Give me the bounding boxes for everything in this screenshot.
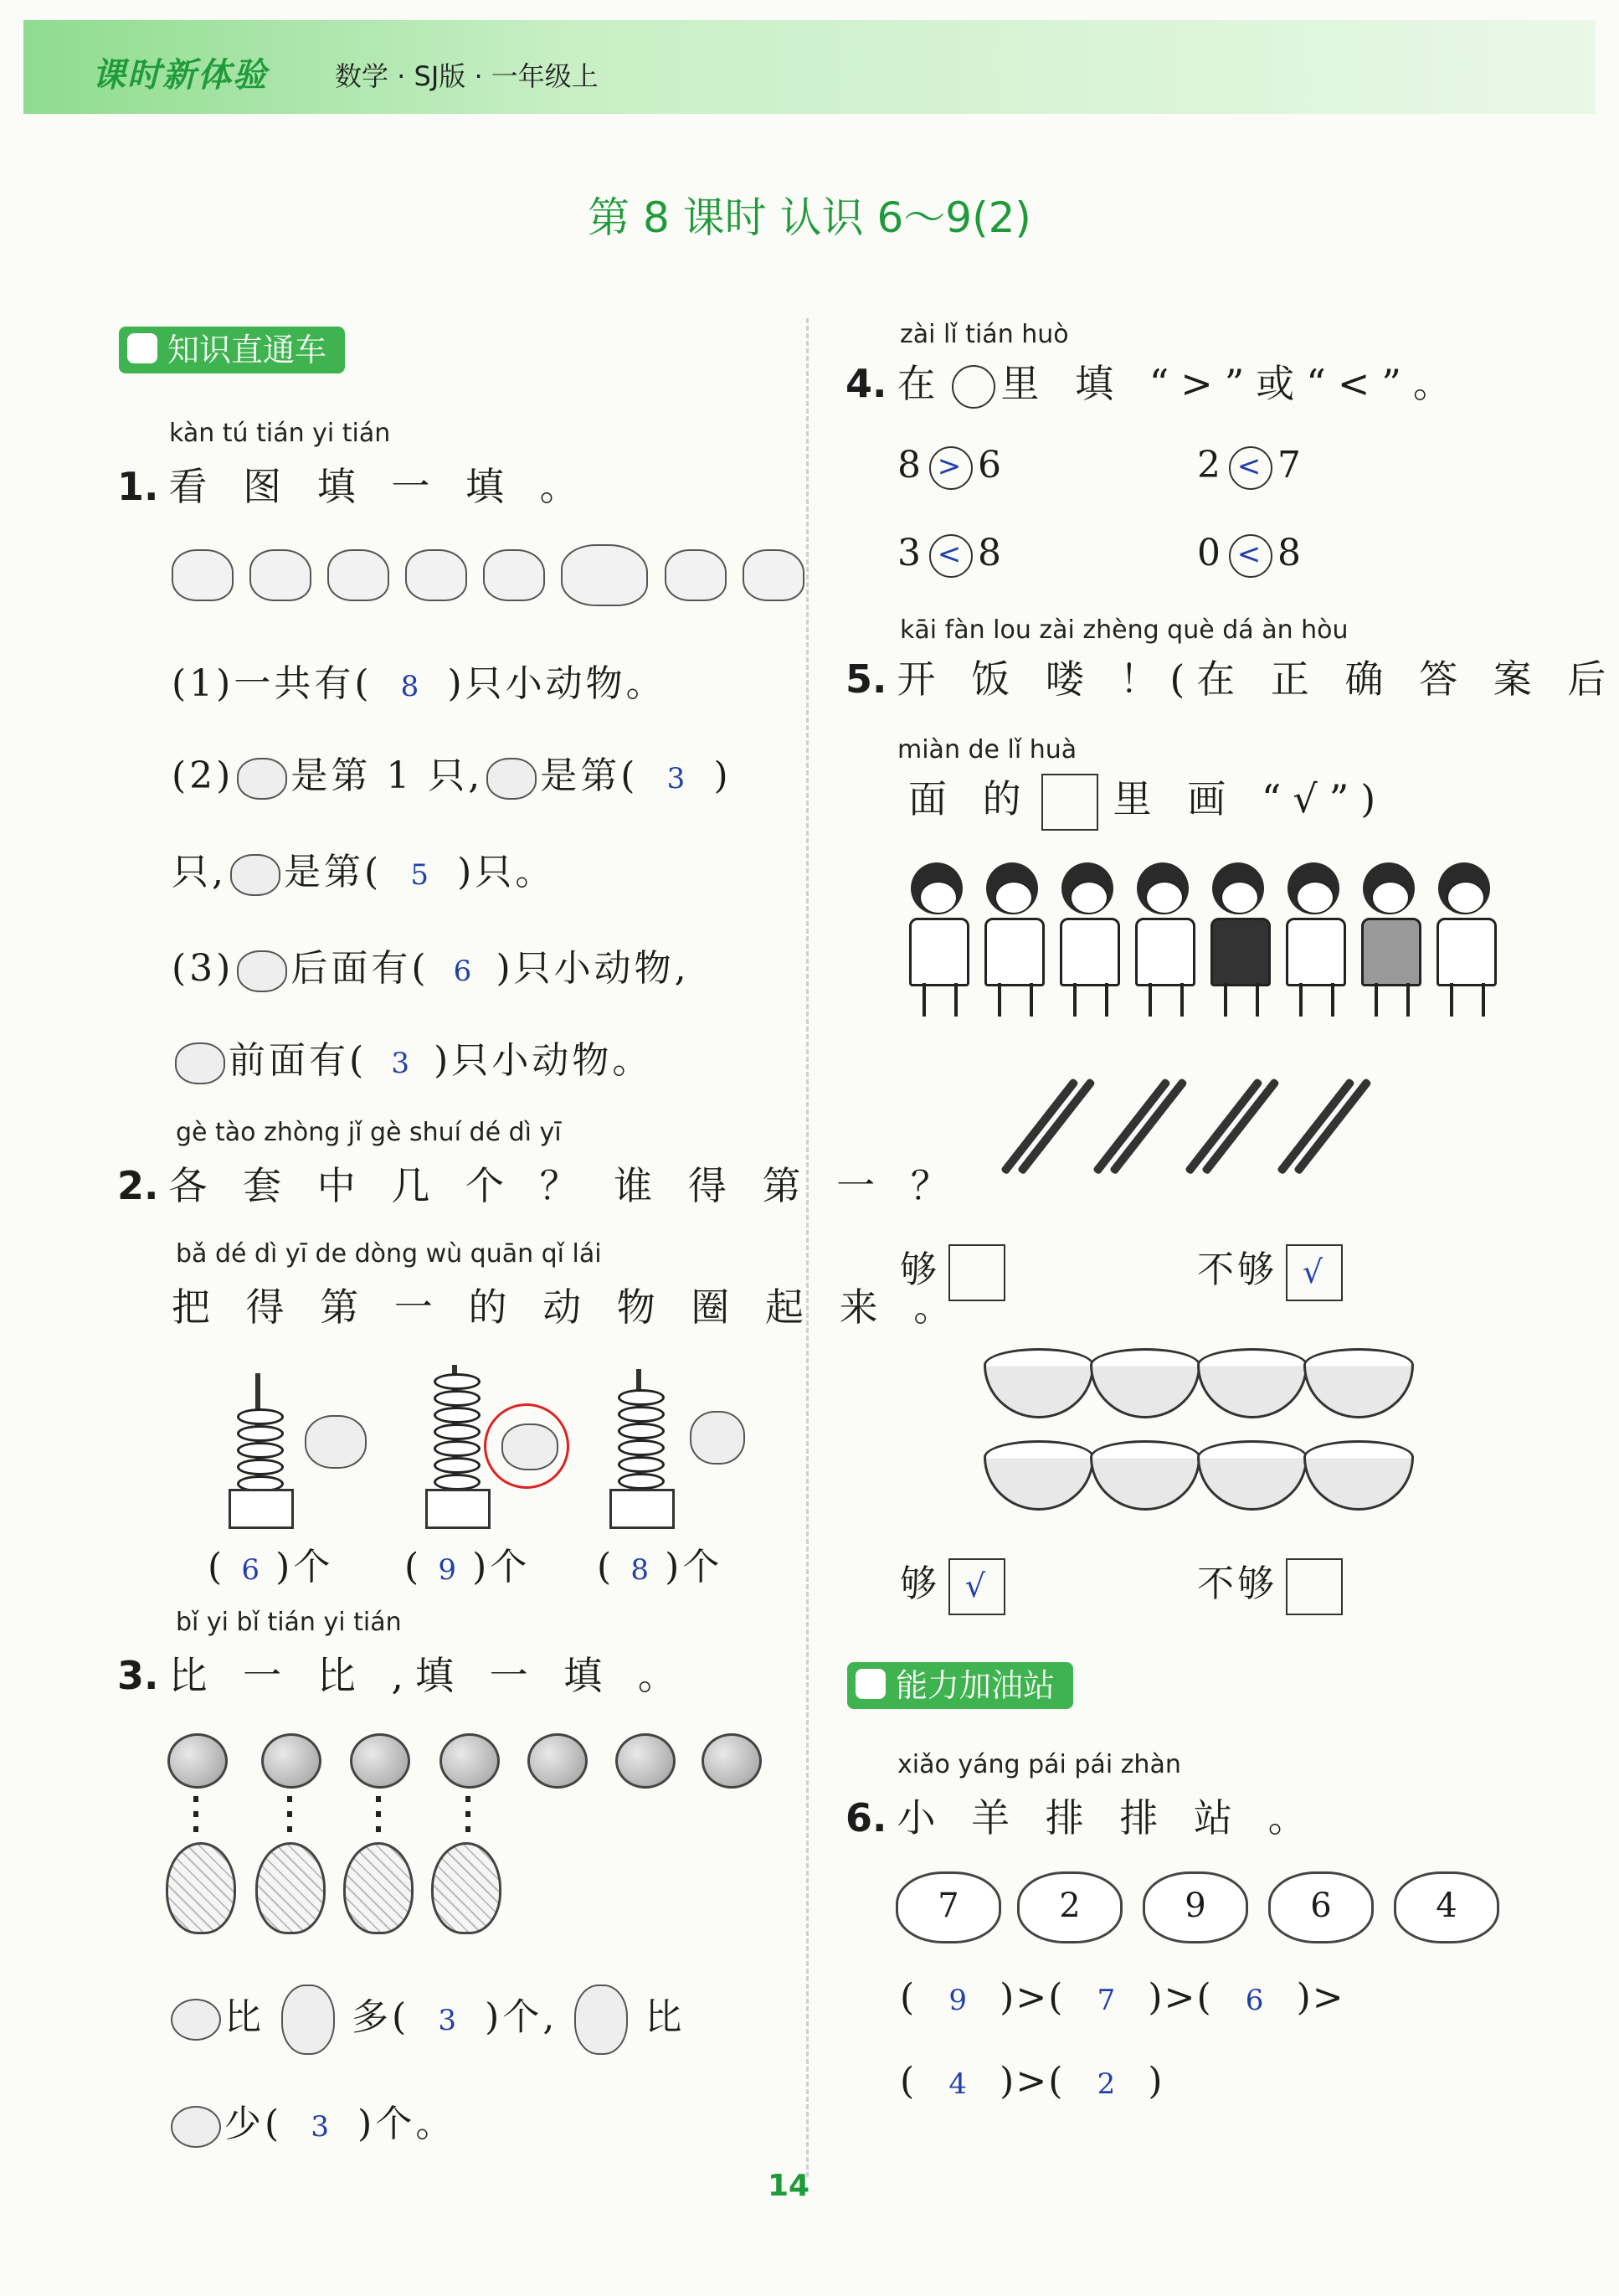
section-tag-label: 能力加油站 [896, 1667, 1056, 1704]
child-figure [1431, 862, 1497, 1022]
q6-lp: ( [1048, 1976, 1065, 2019]
chopstick [1277, 1078, 1355, 1175]
q4-prompt-b: 里 填 “>”或“<”。 [1000, 361, 1463, 406]
q1-pinyin: kàn tú tián yi tián [169, 419, 391, 448]
child-dress [1361, 918, 1421, 986]
child-legs [1450, 983, 1485, 1017]
chopstick [1109, 1078, 1188, 1175]
bowl-icon [1197, 1440, 1308, 1511]
q5-prompt-2b: 里 画 “√”) [1113, 776, 1388, 821]
q3-line-1 [167, 1985, 685, 2055]
apple-icon [702, 1733, 762, 1789]
child-legs [1073, 983, 1108, 1017]
child-dress [909, 918, 969, 986]
child-figure [1356, 862, 1421, 1022]
checkbox-bowls-not-enough[interactable] [1286, 1558, 1343, 1615]
child-dress [984, 918, 1045, 986]
sheep-card: 7 [896, 1871, 1001, 1943]
child-figure [1055, 862, 1120, 1022]
sheep-card: 9 [1143, 1871, 1248, 1943]
q4-i4-left: 0 [1197, 532, 1224, 574]
q2-ans1-close: )个 [275, 1546, 334, 1588]
child-legs [1299, 983, 1334, 1017]
q1-part2 [172, 745, 732, 800]
q5-pinyin-2: miàn de lǐ huà [897, 735, 1077, 764]
q4-i1-left: 8 [897, 444, 924, 486]
child-dress [1437, 918, 1497, 986]
child-figure [1130, 862, 1195, 1022]
child-legs [998, 983, 1033, 1017]
answer-q4-1: > [929, 446, 973, 490]
q4-item-4 [1197, 532, 1304, 578]
q2-pinyin-2: bǎ dé dì yī de dòng wù quān qǐ lái [176, 1239, 602, 1269]
q3-l1-text-d: 比 [645, 1995, 686, 2039]
abacus-group-deer [603, 1361, 770, 1524]
chopstick [1017, 1078, 1096, 1175]
q1-p3-text-a: (3) [172, 947, 234, 990]
bead [618, 1406, 665, 1423]
label-enough: 够 [900, 1562, 940, 1605]
page-number: 14 [768, 2169, 810, 2203]
q2-pinyin-1: gè tào zhòng jǐ gè shuí dé dì yī [176, 1118, 562, 1147]
label-not-enough: 不够 [1197, 1248, 1277, 1291]
q1-part3-cont [172, 1030, 652, 1084]
monkey-icon [172, 549, 234, 601]
q1-p2-text-a: (2) [172, 754, 234, 797]
q5-pinyin-1: kāi fàn lou zài zhèng què dá àn hòu [900, 615, 1349, 645]
q1-p2-text-d: ) [713, 754, 732, 797]
q1-p1-text-a: (1)一共有( [172, 662, 373, 705]
apple-icon [171, 1999, 221, 2041]
bead [434, 1407, 481, 1423]
q2-ans2-open: ( [404, 1546, 423, 1588]
q4-i4-right: 8 [1277, 532, 1304, 574]
q5-bowls-enough [900, 1553, 1005, 1615]
child-dress [1210, 918, 1271, 986]
child-legs [923, 983, 958, 1017]
q1-p2-text-c: 是第( [540, 754, 639, 797]
child-legs [1375, 983, 1410, 1017]
match-dots [465, 1796, 470, 1838]
q1-part1 [172, 653, 666, 707]
child-face [1145, 881, 1184, 914]
q2-ans3-open: ( [597, 1546, 615, 1588]
rooster-icon [743, 549, 804, 601]
sheep-icon [405, 549, 467, 601]
answer-q6-2: 7 [1097, 1984, 1116, 2017]
pineapple-icon [255, 1842, 326, 1934]
q6-rp: ) [1000, 2060, 1016, 2103]
q6-lp: ( [900, 2060, 917, 2103]
q6-lp: ( [1048, 2060, 1065, 2103]
bead [618, 1439, 665, 1456]
child-face [1221, 881, 1259, 914]
child-figure [1281, 862, 1346, 1022]
bead [434, 1440, 481, 1457]
label-not-enough: 不够 [1197, 1562, 1277, 1605]
abacus-base [425, 1489, 491, 1529]
q3-l1-text-c: )个, [485, 1995, 558, 2039]
match-dots [376, 1796, 381, 1838]
q6-gt: > [1015, 1976, 1049, 2019]
apple-icon [439, 1733, 500, 1789]
dog-icon [249, 549, 311, 601]
bead [434, 1373, 481, 1390]
bowl-icon [984, 1348, 1094, 1418]
apple-icon [527, 1733, 588, 1789]
bowl-icon [1090, 1348, 1200, 1418]
bead [237, 1459, 284, 1475]
chopsticks-group [1005, 1080, 1390, 1206]
checkbox-chopsticks-not-enough[interactable]: √ [1286, 1244, 1343, 1301]
chopstick [1293, 1078, 1372, 1175]
dog-icon [237, 950, 287, 992]
apple-icon [350, 1733, 410, 1789]
q1-p1-text-b: )只小动物。 [447, 662, 666, 705]
q3-pinyin: bǐ yi bǐ tián yi tián [176, 1608, 402, 1637]
label-enough: 够 [900, 1248, 940, 1291]
section-tag-knowledge [119, 327, 345, 373]
q1-p2-text-f: 是第( [284, 851, 383, 893]
q4-item-2 [1197, 444, 1304, 490]
chopstick [1000, 1078, 1079, 1175]
child-dress [1060, 918, 1120, 986]
q6-rp: ) [1148, 2060, 1164, 2103]
apple-icon [615, 1733, 676, 1789]
empty-box-icon [1041, 774, 1098, 831]
answer-q4-3: < [929, 534, 973, 578]
q4-i2-left: 2 [1197, 444, 1224, 486]
q1-p3-text-d: 前面有( [229, 1039, 367, 1082]
chopstick [1185, 1078, 1263, 1175]
pineapple-icon [574, 1985, 628, 2055]
fuel-icon [856, 1669, 886, 1699]
q6-rp: ) [1296, 1976, 1313, 2019]
answer-q2-monkey: 9 [438, 1553, 456, 1587]
answer-q6-4: 4 [948, 2067, 967, 2101]
q5-text-2 [908, 769, 1387, 831]
q4-i1-right: 6 [978, 444, 1005, 486]
q1-p3-text-c: )只小动物, [496, 947, 690, 990]
q6-prompt: 小 羊 排 排 站 。 [897, 1795, 1318, 1840]
deer-icon [690, 1411, 745, 1465]
cat-icon [327, 549, 389, 601]
q6-order-row-2 [900, 2060, 1164, 2103]
match-dots [287, 1796, 292, 1838]
section-tag-ability [847, 1662, 1073, 1709]
bowl-icon [1303, 1348, 1414, 1418]
sheep-card: 6 [1268, 1871, 1374, 1943]
answer-q4-2: < [1229, 446, 1272, 490]
bowl-icon [1197, 1348, 1308, 1418]
q1-p2-text-b: 是第 1 只, [290, 754, 484, 797]
answer-q3-fewer: 3 [311, 2110, 329, 2144]
checkbox-bowls-enough[interactable]: √ [948, 1558, 1005, 1615]
apple-icon [167, 1733, 228, 1789]
q4-number: 4. [845, 361, 887, 406]
bead [237, 1408, 284, 1425]
q6-gt: > [1015, 2060, 1049, 2103]
chopstick [1201, 1078, 1280, 1175]
pineapple-icon [343, 1842, 414, 1934]
bead [237, 1442, 284, 1459]
q2-text-1 [117, 1156, 961, 1211]
page-title: 第 8 课时 认识 6～9(2) [588, 193, 1031, 242]
answer-q2-deer: 8 [630, 1553, 649, 1587]
q4-pinyin: zài lǐ tián huò [900, 320, 1069, 349]
brand-title: 课时新体验 [92, 56, 268, 95]
answer-q1-before-sheep: 3 [391, 1047, 409, 1080]
bead [434, 1457, 481, 1474]
q5-chopsticks-enough [900, 1239, 1005, 1301]
q3-text [117, 1645, 688, 1701]
q3-number: 3. [117, 1653, 159, 1698]
q5-text-1 [845, 649, 1617, 704]
q6-gt: > [1164, 1976, 1197, 2019]
q3-l1-text-a: 比 [224, 1995, 265, 2039]
bowl-icon [1303, 1440, 1414, 1511]
child-face [1296, 881, 1334, 914]
answer-q6-5: 2 [1097, 2067, 1116, 2101]
answer-q1-after-dog: 6 [453, 955, 472, 988]
bead [618, 1456, 665, 1473]
monkey-icon [237, 758, 287, 800]
q5-bowls-not-enough [1197, 1553, 1343, 1615]
abacus-base [229, 1489, 294, 1529]
bead [434, 1390, 481, 1407]
q4-text [845, 353, 1463, 409]
q1-p3-text-b: 后面有( [290, 947, 429, 990]
answer-q6-3: 6 [1245, 1984, 1264, 2017]
q6-lp: ( [900, 1976, 917, 2019]
pineapple-icon [166, 1842, 236, 1934]
child-figure [979, 862, 1045, 1022]
answer-q4-4: < [1229, 534, 1272, 578]
child-dress [1135, 918, 1195, 986]
q4-i2-right: 7 [1277, 444, 1304, 486]
q3-l2-text-a: 少( [224, 2103, 283, 2145]
q4-i3-right: 8 [978, 532, 1005, 574]
bead [618, 1473, 665, 1490]
sheep-card: 2 [1017, 1871, 1123, 1943]
empty-circle-icon [952, 365, 995, 409]
q2-answer-3 [597, 1537, 722, 1590]
child-legs [1224, 983, 1259, 1017]
q6-text [845, 1788, 1318, 1843]
q6-rp: ) [1148, 1976, 1164, 2019]
bowl-icon [1090, 1440, 1200, 1511]
section-tag-label: 知识直通车 [167, 332, 327, 368]
child-dress [1286, 918, 1346, 986]
child-face [995, 881, 1033, 914]
q2-answer-1 [208, 1537, 333, 1590]
panda-icon [665, 549, 727, 601]
q2-text-2: 把 得 第 一 的 动 物 圈 起 来 。 [172, 1284, 964, 1330]
q5-prompt-1: 开 饭 喽 ！(在 正 确 答 案 后 [897, 656, 1618, 702]
squirrel-icon [483, 549, 545, 601]
q3-l2-text-b: )个。 [357, 2103, 456, 2145]
q2-ans2-close: )个 [472, 1546, 531, 1588]
q3-line-2 [167, 2093, 455, 2148]
bead [618, 1389, 665, 1406]
q3-prompt: 比 一 比 ,填 一 填 。 [168, 1653, 688, 1698]
q5-number: 5. [845, 656, 887, 702]
chopstick [1092, 1078, 1171, 1175]
monkey-icon [501, 1423, 558, 1470]
q1-number: 1. [117, 464, 159, 509]
q1-part2-cont [172, 842, 555, 896]
abacus-group-squirrel [222, 1365, 439, 1524]
squirrel-icon [305, 1415, 367, 1469]
child-face [1070, 881, 1108, 914]
child-face [919, 881, 958, 914]
q6-order-row-1 [900, 1976, 1345, 2019]
q4-i3-left: 3 [897, 532, 924, 574]
child-face [1447, 881, 1485, 914]
q1-p2-text-e: 只, [172, 851, 227, 893]
q2-answer-2 [404, 1537, 530, 1590]
q1-p2-text-g: )只。 [457, 851, 556, 893]
bead [618, 1423, 665, 1439]
bead [237, 1425, 284, 1442]
q1-part3 [172, 938, 690, 992]
checkbox-chopsticks-enough[interactable] [948, 1244, 1005, 1301]
q6-rp: ) [1000, 1976, 1016, 2019]
q5-prompt-2a: 面 的 [908, 776, 1033, 821]
animal-row [172, 544, 816, 606]
q5-chopsticks-not-enough [1197, 1239, 1343, 1301]
squirrel-icon [230, 854, 280, 896]
child-figure [1205, 862, 1271, 1022]
answer-q2-squirrel: 6 [241, 1553, 260, 1587]
pineapple-icon [431, 1842, 501, 1934]
train-icon [127, 333, 157, 363]
match-dots [193, 1796, 198, 1838]
answer-q6-1: 9 [948, 1984, 967, 2017]
answer-q1-cat-position: 3 [666, 762, 686, 795]
answer-q3-more: 3 [438, 2003, 456, 2037]
bead [434, 1423, 481, 1440]
q2-ans3-close: )个 [665, 1546, 723, 1588]
bowl-icon [984, 1440, 1094, 1511]
q2-ans1-open: ( [208, 1546, 226, 1588]
cat-icon [486, 758, 537, 800]
q6-pinyin: xiǎo yáng pái pái zhàn [897, 1750, 1181, 1779]
child-legs [1149, 983, 1184, 1017]
q1-prompt: 看 图 填 一 填 。 [168, 464, 590, 509]
q4-item-1 [897, 444, 1005, 490]
subject-label: 数学 · SJ版 · 一年级上 [335, 60, 599, 92]
q1-text [117, 456, 590, 512]
bead [434, 1474, 481, 1490]
q4-item-3 [897, 532, 1005, 578]
q2-prompt-1: 各 套 中 几 个 ？ 谁 得 第 一 ？ [168, 1163, 961, 1208]
q6-lp: ( [1196, 1976, 1213, 2019]
apple-icon [261, 1733, 321, 1789]
child-face [1371, 881, 1410, 914]
answer-q1-squirrel-position: 5 [410, 858, 429, 892]
q6-gt: > [1312, 1976, 1345, 2019]
q2-number: 2. [117, 1163, 159, 1208]
q6-number: 6. [845, 1795, 887, 1840]
abacus-base [609, 1489, 675, 1529]
q3-l1-text-b: 多( [352, 1995, 410, 2039]
children-row [904, 862, 1507, 1030]
sheep-icon [175, 1042, 225, 1084]
answer-q1-total: 8 [400, 670, 419, 703]
pineapple-icon [281, 1985, 335, 2055]
child-figure [904, 862, 969, 1022]
apple-icon [171, 2106, 221, 2148]
sheep-card: 4 [1394, 1871, 1499, 1943]
q1-p3-text-e: )只小动物。 [434, 1039, 653, 1082]
q4-prompt-a: 在 [897, 361, 948, 406]
elephant-icon [561, 544, 648, 606]
